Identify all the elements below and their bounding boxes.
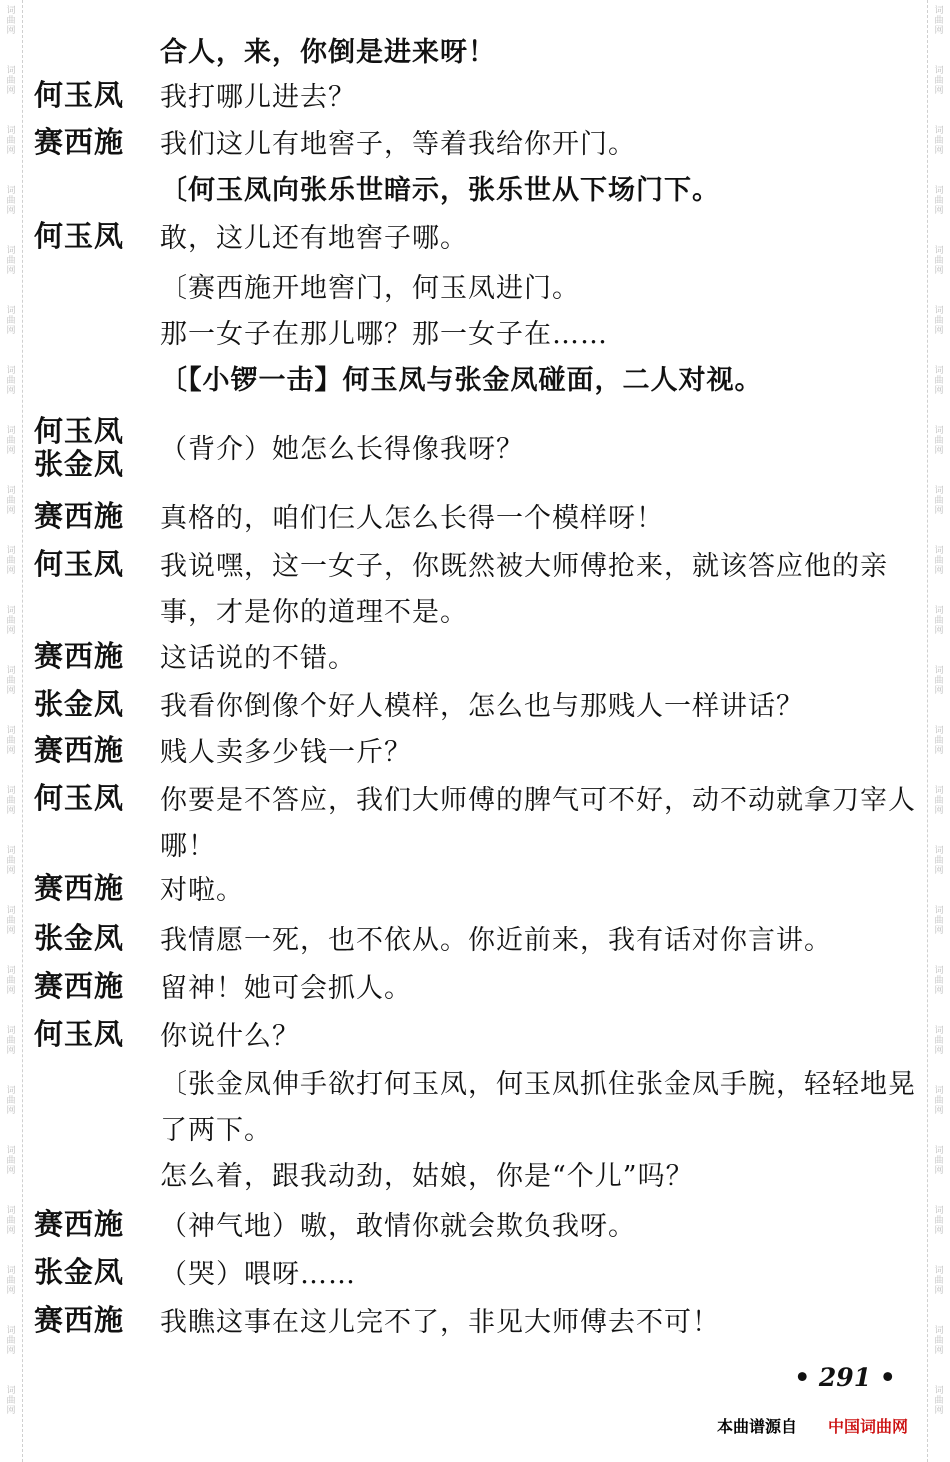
- dialogue-text: 我说嘿，这一女子，你既然被大师傅抢来，就该答应他的亲事，才是你的道理不是。: [160, 551, 888, 628]
- source-label: 本曲谱源自: [717, 1417, 798, 1436]
- watermark-text: 词 曲 网: [934, 126, 944, 156]
- watermark-text: 词 曲 网: [934, 1386, 944, 1416]
- watermark-text: 词 曲 网: [934, 906, 944, 936]
- stage-direction-text: 〔【小锣一击】何玉凤与张金凤碰面，二人对视。: [160, 365, 763, 396]
- watermark-text: 词 曲 网: [934, 786, 944, 816]
- watermark-text: 词 曲 网: [934, 1326, 944, 1356]
- watermark-text: 词 曲 网: [6, 846, 16, 876]
- watermark-text: 词 曲 网: [6, 1326, 16, 1356]
- watermark-text: 词 曲 网: [934, 1146, 944, 1176]
- speaker-name: 何玉凤: [34, 78, 125, 112]
- dialogue-text: （哭）喂呀……: [160, 1259, 356, 1290]
- watermark-text: 词 曲 网: [934, 546, 944, 576]
- stage-direction-text: 〔何玉凤向张乐世暗示，张乐世从下场门下。: [160, 175, 720, 206]
- watermark-text: 词 曲 网: [934, 306, 944, 336]
- watermark-text: 词 曲 网: [6, 786, 16, 816]
- stage-direction-text: 怎么着，跟我动劲，姑娘，你是“个儿”吗？: [160, 1161, 694, 1192]
- speaker-name: 赛西施: [34, 125, 125, 159]
- watermark-text: 词 曲 网: [6, 966, 16, 996]
- dialogue-text: 我情愿一死，也不依从。你近前来，我有话对你言讲。: [160, 925, 832, 956]
- dialogue-text: 我们这儿有地窖子，等着我给你开门。: [160, 129, 636, 160]
- dialogue-text: 我瞧这事在这儿完不了，非见大师傅去不可！: [160, 1307, 720, 1338]
- speaker-name: 何玉凤: [34, 547, 125, 581]
- speaker-name: 张金凤: [34, 921, 125, 955]
- watermark-text: 词 曲 网: [6, 306, 16, 336]
- dialogue-text: 你要是不答应，我们大师傅的脾气可不好，动不动就拿刀宰人哪！: [160, 785, 916, 862]
- dialogue-text: 我看你倒像个好人模样，怎么也与那贱人一样讲话？: [160, 691, 804, 722]
- dialogue-text: 你说什么？: [160, 1021, 300, 1052]
- watermark-text: 词 曲 网: [934, 426, 944, 456]
- watermark-text: 词 曲 网: [934, 966, 944, 996]
- speaker-name: 赛西施: [34, 969, 125, 1003]
- watermark-text: 词 曲 网: [6, 1086, 16, 1116]
- watermark-text: 词 曲 网: [934, 846, 944, 876]
- watermark-text: 词 曲 网: [6, 366, 16, 396]
- speaker-name: 赛西施: [34, 733, 125, 767]
- watermark-text: 词 曲 网: [934, 1206, 944, 1236]
- watermark-text: 词 曲 网: [934, 666, 944, 696]
- watermark-text: 词 曲 网: [6, 126, 16, 156]
- speaker-name: 何玉凤 张金凤: [34, 414, 125, 481]
- dialogue-text: （神气地）嗷，敢情你就会欺负我呀。: [160, 1211, 636, 1242]
- dialogue-text: 贱人卖多少钱一斤？: [160, 737, 412, 768]
- speaker-name: 赛西施: [34, 1303, 125, 1337]
- watermark-text: 词 曲 网: [6, 66, 16, 96]
- speaker-name: 张金凤: [34, 1255, 125, 1289]
- speaker-name: 何玉凤: [34, 219, 125, 253]
- speaker-name: 赛西施: [34, 639, 125, 673]
- page-number: • 291 •: [794, 1363, 896, 1392]
- dialogue-text: 这话说的不错。: [160, 643, 356, 674]
- watermark-text: 词 曲 网: [934, 246, 944, 276]
- watermark-text: 词 曲 网: [6, 666, 16, 696]
- watermark-text: 词 曲 网: [934, 726, 944, 756]
- watermark-text: 词 曲 网: [6, 1386, 16, 1416]
- watermark-text: 词 曲 网: [6, 6, 16, 36]
- speaker-name: 赛西施: [34, 871, 125, 905]
- dialogue-text: 敢，这儿还有地窖子哪。: [160, 223, 468, 254]
- watermark-text: 词 曲 网: [6, 486, 16, 516]
- speaker-name: 张金凤: [34, 687, 125, 721]
- speaker-name: 何玉凤: [34, 781, 125, 815]
- watermark-text: 词 曲 网: [934, 66, 944, 96]
- stage-direction-text: 〔赛西施开地窖门，何玉凤进门。: [160, 273, 580, 304]
- watermark-text: 词 曲 网: [6, 546, 16, 576]
- stage-direction-text: 〔张金凤伸手欲打何玉凤，何玉凤抓住张金凤手腕，轻轻地晃了两下。: [160, 1069, 916, 1146]
- watermark-text: 词 曲 网: [934, 366, 944, 396]
- watermark-text: 词 曲 网: [6, 186, 16, 216]
- speaker-name: 赛西施: [34, 1207, 125, 1241]
- dialogue-text: （背介）她怎么长得像我呀？: [160, 434, 524, 465]
- watermark-text: 词 曲 网: [6, 1266, 16, 1296]
- stage-direction-text: 合人，来，你倒是进来呀！: [160, 37, 496, 68]
- watermark-text: 词 曲 网: [6, 906, 16, 936]
- watermark-text: 词 曲 网: [6, 1026, 16, 1056]
- watermark-text: 词 曲 网: [6, 246, 16, 276]
- dialogue-text: 留神！她可会抓人。: [160, 973, 412, 1004]
- watermark-text: 词 曲 网: [6, 1206, 16, 1236]
- speaker-name: 何玉凤: [34, 1017, 125, 1051]
- watermark-text: 词 曲 网: [934, 1086, 944, 1116]
- watermark-text: 词 曲 网: [6, 606, 16, 636]
- watermark-text: 词 曲 网: [934, 1266, 944, 1296]
- source-site-link[interactable]: 中国词曲网: [828, 1417, 909, 1436]
- speaker-name: 赛西施: [34, 499, 125, 533]
- dialogue-text: 我打哪儿进去？: [160, 82, 356, 113]
- watermark-text: 词 曲 网: [6, 1146, 16, 1176]
- watermark-text: 词 曲 网: [934, 1026, 944, 1056]
- dialogue-text: 真格的，咱们仨人怎么长得一个模样呀！: [160, 503, 664, 534]
- watermark-text: 词 曲 网: [934, 606, 944, 636]
- watermark-text: 词 曲 网: [934, 6, 944, 36]
- watermark-text: 词 曲 网: [934, 186, 944, 216]
- watermark-text: 词 曲 网: [934, 486, 944, 516]
- watermark-text: 词 曲 网: [6, 726, 16, 756]
- watermark-text: 词 曲 网: [6, 426, 16, 456]
- dialogue-text: 对啦。: [160, 875, 244, 906]
- stage-direction-text: 那一女子在那儿哪？那一女子在……: [160, 319, 608, 350]
